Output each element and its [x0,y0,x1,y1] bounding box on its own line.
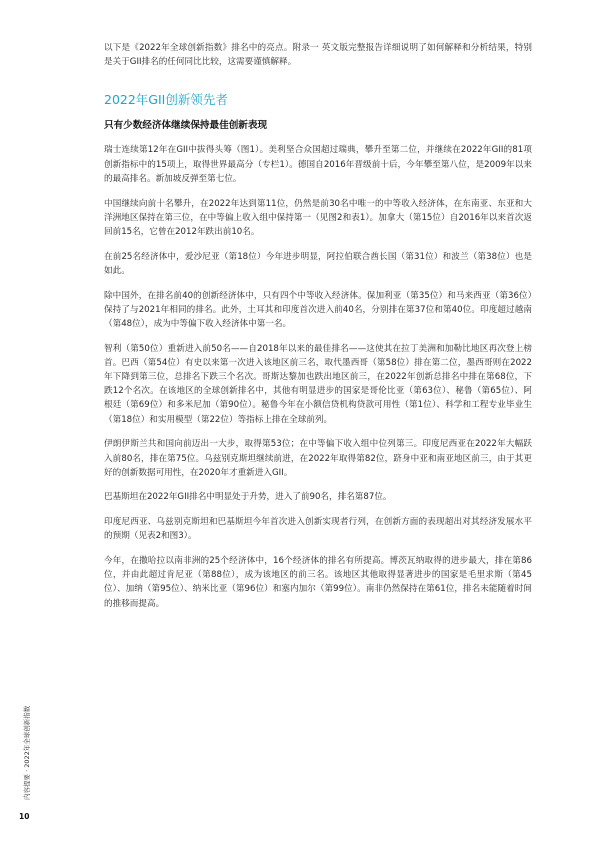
body-paragraph: 今年，在撒哈拉以南非洲的25个经济体中，16个经济体的排名有所提高。博茨瓦纳取得的进步最大，排在第86位，并由此超过肯尼亚（第88位），成为该地区的前三名。该地区其他取得显著进步的国家是毛里求斯（第45位）、加纳（第95位）、纳米比亚（第96位）和塞内加尔（第99位）。南非仍然保持在第61位，排名未能随着时间的推移而提高。 [104,556,532,609]
section-title: 2022年GII创新领先者 [104,92,228,108]
section-subtitle: 只有少数经济体继续保持最佳创新表现 [104,120,268,132]
body-paragraph: 印度尼西亚、乌兹别克斯坦和巴基斯坦今年首次进入创新实现者行列，在创新方面的表现超出对其经济发展水平的预期（见表2和图3）。 [104,517,532,542]
running-header-text: 内容提要 · 2022年全球创新指数 [23,705,31,800]
vertical-running-header [22,700,36,800]
intro-paragraph: 以下是《2022年全球创新指数》排名中的亮点。附录一 英文版完整报告详细说明了如何解释和分析结果，特别是关于GII排名的任何同比比较，这需要谨慎解释。 [104,43,532,68]
body-paragraph: 伊朗伊斯兰共和国向前迈出一大步，取得第53位；在中等偏下收入组中位列第三。印度尼西亚在2022年大幅跃入前80名，排在第75位。乌兹别克斯坦继续前进，在2022年取得第82位，跻身中亚和南亚地区前三，由于其更好的创新数据可用性，在2020年才重新进入GII。 [104,439,532,478]
body-paragraph: 瑞士连续第12年在GII中拔得头筹（图1）。美利坚合众国超过瑞典，攀升至第二位，并继续在2022年GII的81项创新指标中的15项上，取得世界最高分（专栏1）。德国自2016年晋级前十后，今年攀至第八位，是2009年以来的最高排名。新加坡反弹至第七位。 [104,145,532,184]
body-paragraph: 在前25名经济体中，爱沙尼亚（第18位）今年进步明显，阿拉伯联合酋长国（第31位）和波兰（第38位）也是如此。 [104,251,532,276]
body-paragraph: 巴基斯坦在2022年GII排名中明显处于升势，进入了前90名，排名第87位。 [104,492,392,503]
page-content [104,41,532,611]
body-paragraph: 智利（第50位）重新进入前50名——自2018年以来的最佳排名——这使其在拉丁美洲和加勒比地区再次登上榜首。巴西（第54位）有史以来第一次进入该地区前三名，取代墨西哥（第58位）排在第二位，墨西哥则在2022年下降到第三位，总排名下跌三个名次。哥斯达黎加也跌出地区前三，在2022年创新总排名中排在第68位，下跌12个名次。在该地区的全球创新排名中，其他有明显进步的国家是哥伦比亚（第63位）、秘鲁（第65位）、阿根廷（第69位）和多米尼加（第90位）。秘鲁今年在小额信贷机构贷款可用性（第1位）、科学和工程专业毕业生（第18位）和实用模型（第22位）等指标上排在全球前列。 [104,343,532,425]
body-paragraph: 中国继续向前十名攀升，在2022年达到第11位，仍然是前30名中唯一的中等收入经济体，在东南亚、东亚和大洋洲地区保持在第三位，在中等偏上收入组中保持第一（见图2和表1）。加拿大（第15位）自2016年以来首次返回前15名，它曾在2012年跌出前10名。 [104,198,532,237]
body-paragraph: 除中国外，在排名前40的创新经济体中，只有四个中等收入经济体。保加利亚（第35位）和马来西亚（第36位）保持了与2021年相同的排名。此外，土耳其和印度首次进入前40名，分别排在第37位和第40位。印度超过越南（第48位），成为中等偏下收入经济体中第一名。 [104,290,532,329]
page-number: 10 [19,812,30,821]
